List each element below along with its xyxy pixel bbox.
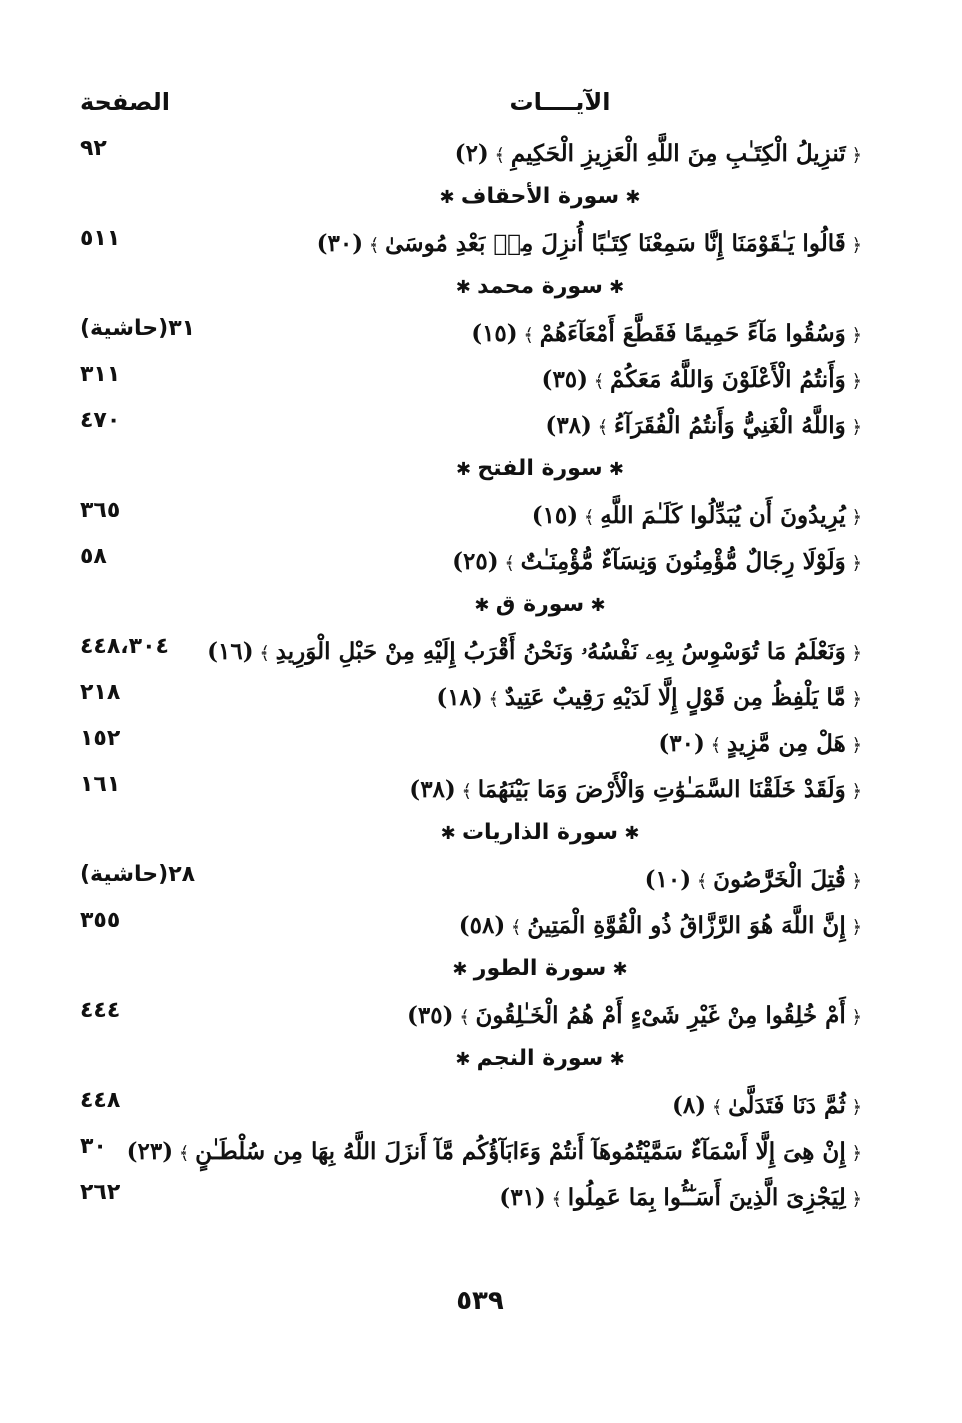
close-bracket-ornament-icon: ﴾	[505, 917, 528, 938]
star-ornament-icon: ✱	[440, 823, 462, 844]
star-ornament-icon: ✱	[606, 959, 628, 980]
verse-row	[0, 724, 962, 770]
verse-citation	[658, 730, 862, 757]
verse-page-ref: ٢١٨	[80, 680, 121, 705]
surah-title-text: سورة ق	[495, 592, 585, 617]
verse-text: تَنزِيلُ الْكِتَـٰبِ مِنَ اللَّهِ الْعَزِيزِ الْحَكِيمِ	[510, 140, 846, 167]
verse-page-ref: ٤٧٠	[80, 408, 121, 433]
surah-heading-row	[0, 270, 962, 314]
star-ornament-icon: ✱	[455, 277, 478, 298]
verse-number: (٣٠)	[316, 230, 364, 257]
open-bracket-ornament-icon: ﴿	[845, 325, 862, 346]
close-bracket-ornament-icon: ﴾	[455, 781, 478, 802]
open-bracket-ornament-icon: ﴿	[845, 371, 862, 392]
verse-citation	[499, 1184, 862, 1211]
close-bracket-ornament-icon: ﴾	[173, 1143, 196, 1164]
verse-page-ref: ٥١١	[80, 226, 121, 251]
verse-row	[0, 1132, 962, 1178]
verse-row	[0, 134, 962, 180]
open-bracket-ornament-icon: ﴿	[845, 235, 862, 256]
open-bracket-ornament-icon: ﴿	[845, 417, 862, 438]
verse-text: أَمْ خُلِقُوا مِنْ غَيْرِ شَىْءٍ أَمْ هُمُ الْخَـٰلِقُونَ	[475, 1002, 846, 1029]
star-ornament-icon: ✱	[474, 595, 496, 616]
surah-title	[330, 1046, 750, 1071]
verse-row	[0, 906, 962, 952]
surah-title	[330, 274, 750, 299]
verse-index-list	[0, 134, 962, 1224]
close-bracket-ornament-icon: ﴾	[517, 325, 540, 346]
verse-number: (٣١)	[499, 1184, 546, 1211]
star-ornament-icon: ✱	[602, 459, 624, 480]
open-bracket-ornament-icon: ﴿	[845, 871, 862, 892]
verse-page-ref: ٤٤٨،٣٠٤	[80, 634, 169, 659]
verse-text: وَلَقَدْ خَلَقْنَا السَّمَـٰوَٰتِ وَالْأَرْضَ وَمَا بَيْنَهُمَا	[477, 776, 846, 803]
star-ornament-icon: ✱	[584, 595, 606, 616]
verse-text: هَلْ مِن مَّزِيدٍ	[726, 730, 846, 757]
surah-title-text: سورة الطور	[473, 956, 607, 981]
verse-citation	[459, 912, 862, 939]
verse-page-ref: ٩٢	[80, 136, 107, 161]
surah-heading-row	[0, 588, 962, 632]
verse-row	[0, 360, 962, 406]
open-bracket-ornament-icon: ﴿	[845, 553, 862, 574]
close-bracket-ornament-icon: ﴾	[545, 1189, 568, 1210]
open-bracket-ornament-icon: ﴿	[845, 735, 862, 756]
verse-row	[0, 1086, 962, 1132]
verse-number: (٢٣)	[126, 1138, 174, 1165]
verse-row	[0, 406, 962, 452]
close-bracket-ornament-icon: ﴾	[691, 871, 714, 892]
close-bracket-ornament-icon: ﴾	[498, 553, 521, 574]
verse-citation	[317, 230, 862, 257]
verse-number: (٢)	[454, 140, 489, 167]
ayat-column-header: الآيــــات	[509, 88, 611, 116]
close-bracket-ornament-icon: ﴾	[482, 689, 505, 710]
surah-heading-row	[0, 816, 962, 860]
verse-number: (٣٨)	[409, 776, 456, 803]
open-bracket-ornament-icon: ﴿	[845, 1189, 862, 1210]
verse-row	[0, 678, 962, 724]
verse-text: وَنَعْلَمُ مَا تُوَسْوِسُ بِهِۦ نَفْسُهُۥ وَنَحْنُ أَقْرَبُ إِلَيْهِ مِنْ حَبْلِ الْوَرِيدِ	[275, 638, 846, 665]
verse-page-ref: ٤٤٤	[80, 998, 121, 1023]
verse-number: (٣٥)	[406, 1002, 454, 1029]
close-bracket-ornament-icon: ﴾	[578, 507, 601, 528]
verse-row	[0, 770, 962, 816]
verse-citation	[436, 684, 862, 711]
page-number: ٥٣٩	[456, 1286, 504, 1316]
verse-row	[0, 860, 962, 906]
verse-text: لِيَجْزِىَ الَّذِينَ أَسَـٰٓـُٔوا بِمَا عَمِلُوا	[567, 1184, 846, 1211]
verse-citation	[127, 1138, 862, 1165]
verse-page-ref: ٣١(حاشية)	[80, 316, 196, 341]
verse-number: (١٥)	[471, 320, 518, 347]
verse-citation	[455, 140, 862, 167]
verse-number: (١٥)	[531, 502, 579, 529]
surah-title-text: سورة الذاريات	[461, 820, 619, 845]
verse-page-ref: ٣٥٥	[80, 908, 121, 933]
surah-title	[330, 184, 750, 209]
verse-row	[0, 1178, 962, 1224]
verse-page-ref: ٢٦٢	[80, 1180, 121, 1205]
verse-row	[0, 224, 962, 270]
surah-title-text: سورة النجم	[476, 1046, 604, 1071]
verse-citation	[532, 502, 862, 529]
surah-title-text: سورة الفتح	[477, 456, 603, 481]
verse-number: (١٠)	[644, 866, 692, 893]
close-bracket-ornament-icon: ﴾	[706, 1097, 729, 1118]
close-bracket-ornament-icon: ﴾	[453, 1007, 476, 1028]
verse-page-ref: ٣١١	[80, 362, 121, 387]
open-bracket-ornament-icon: ﴿	[845, 507, 862, 528]
verse-citation	[672, 1092, 862, 1119]
verse-text: وَسُقُوا مَآءً حَمِيمًا فَقَطَّعَ أَمْعَآءَهُمْ	[539, 320, 846, 347]
verse-number: (٨)	[672, 1092, 707, 1119]
surah-title	[330, 456, 750, 481]
verse-text: ثُمَّ دَنَا فَتَدَلَّىٰ	[728, 1092, 846, 1119]
verse-row	[0, 632, 962, 678]
close-bracket-ornament-icon: ﴾	[591, 417, 614, 438]
verse-number: (١٨)	[436, 684, 483, 711]
open-bracket-ornament-icon: ﴿	[845, 1007, 862, 1028]
star-ornament-icon: ✱	[618, 823, 640, 844]
surah-title-text: سورة محمد	[477, 274, 603, 299]
star-ornament-icon: ✱	[452, 959, 474, 980]
verse-page-ref: ٣٦٥	[80, 498, 121, 523]
verse-text: قُتِلَ الْخَرَّٰصُونَ	[713, 866, 846, 893]
verse-text: يُرِيدُونَ أَن يُبَدِّلُوا كَلَـٰمَ اللَّهِ	[600, 502, 846, 529]
verse-page-ref: ١٥٢	[80, 726, 121, 751]
verse-number: (٣٠)	[658, 730, 705, 757]
verse-citation	[542, 366, 862, 393]
open-bracket-ornament-icon: ﴿	[845, 1143, 862, 1164]
surah-title	[330, 820, 750, 845]
star-ornament-icon: ✱	[603, 1049, 625, 1070]
verse-number: (٥٨)	[458, 912, 506, 939]
star-ornament-icon: ✱	[456, 459, 478, 480]
verse-page-ref: ٥٨	[80, 544, 107, 569]
star-ornament-icon: ✱	[602, 277, 625, 298]
open-bracket-ornament-icon: ﴿	[845, 689, 862, 710]
open-bracket-ornament-icon: ﴿	[845, 145, 862, 166]
verse-page-ref: ٢٨(حاشية)	[80, 862, 196, 887]
verse-citation	[471, 320, 862, 347]
open-bracket-ornament-icon: ﴿	[845, 917, 862, 938]
verse-citation	[545, 412, 862, 439]
verse-text: إِنْ هِىَ إِلَّا أَسْمَآءٌ سَمَّيْتُمُوهَآ أَنتُمْ وَءَابَآؤُكُم مَّآ أَنزَلَ اللَّهُ بِهَا مِن سُلْطَـٰنٍ	[195, 1138, 846, 1165]
open-bracket-ornament-icon: ﴿	[845, 643, 862, 664]
open-bracket-ornament-icon: ﴿	[845, 781, 862, 802]
verse-citation	[645, 866, 862, 893]
surah-heading-row	[0, 180, 962, 224]
verse-row	[0, 996, 962, 1042]
close-bracket-ornament-icon: ﴾	[363, 235, 386, 256]
verse-number: (١٦)	[207, 638, 254, 665]
verse-text: مَّا يَلْفِظُ مِن قَوْلٍ إِلَّا لَدَيْهِ رَقِيبٌ عَتِيدٌ	[504, 684, 846, 711]
close-bracket-ornament-icon: ﴾	[588, 371, 611, 392]
surah-heading-row	[0, 1042, 962, 1086]
surah-title	[330, 592, 750, 617]
verse-row	[0, 496, 962, 542]
close-bracket-ornament-icon: ﴾	[253, 643, 276, 664]
page-column-header: الصفحة	[79, 88, 170, 116]
verse-citation	[407, 1002, 862, 1029]
verse-citation	[409, 776, 862, 803]
close-bracket-ornament-icon: ﴾	[488, 145, 511, 166]
verse-page-ref: ٤٤٨	[80, 1088, 121, 1113]
open-bracket-ornament-icon: ﴿	[845, 1097, 862, 1118]
verse-text: إِنَّ اللَّهَ هُوَ الرَّزَّاقُ ذُو الْقُوَّةِ الْمَتِينُ	[527, 912, 846, 939]
verse-page-ref: ٣٠	[80, 1134, 107, 1159]
verse-number: (٣٥)	[541, 366, 589, 393]
verse-row	[0, 542, 962, 588]
verse-citation	[452, 548, 862, 575]
verse-number: (٢٥)	[452, 548, 499, 575]
verse-text: وَلَوْلَا رِجَالٌ مُّؤْمِنُونَ وَنِسَآءٌ مُّؤْمِنَـٰتٌ	[520, 548, 846, 575]
verse-citation	[207, 638, 862, 665]
surah-title	[330, 956, 750, 981]
verse-number: (٣٨)	[545, 412, 592, 439]
verse-page-ref: ١٦١	[80, 772, 121, 797]
verse-text: وَاللَّهُ الْغَنِيُّ وَأَنتُمُ الْفُقَرَآءُ	[613, 412, 846, 439]
surah-heading-row	[0, 952, 962, 996]
star-ornament-icon: ✱	[455, 1049, 477, 1070]
surah-heading-row	[0, 452, 962, 496]
verse-text: قَالُوا يَـٰقَوْمَنَا إِنَّا سَمِعْنَا كِتَـٰبًا أُنزِلَ مِنۢ بَعْدِ مُوسَىٰ	[385, 230, 846, 257]
verse-text: وَأَنتُمُ الْأَعْلَوْنَ وَاللَّهُ مَعَكُمْ	[610, 366, 846, 393]
verse-row	[0, 314, 962, 360]
star-ornament-icon: ✱	[439, 187, 461, 208]
close-bracket-ornament-icon: ﴾	[704, 735, 727, 756]
star-ornament-icon: ✱	[619, 187, 641, 208]
surah-title-text: سورة الأحقاف	[460, 184, 620, 209]
